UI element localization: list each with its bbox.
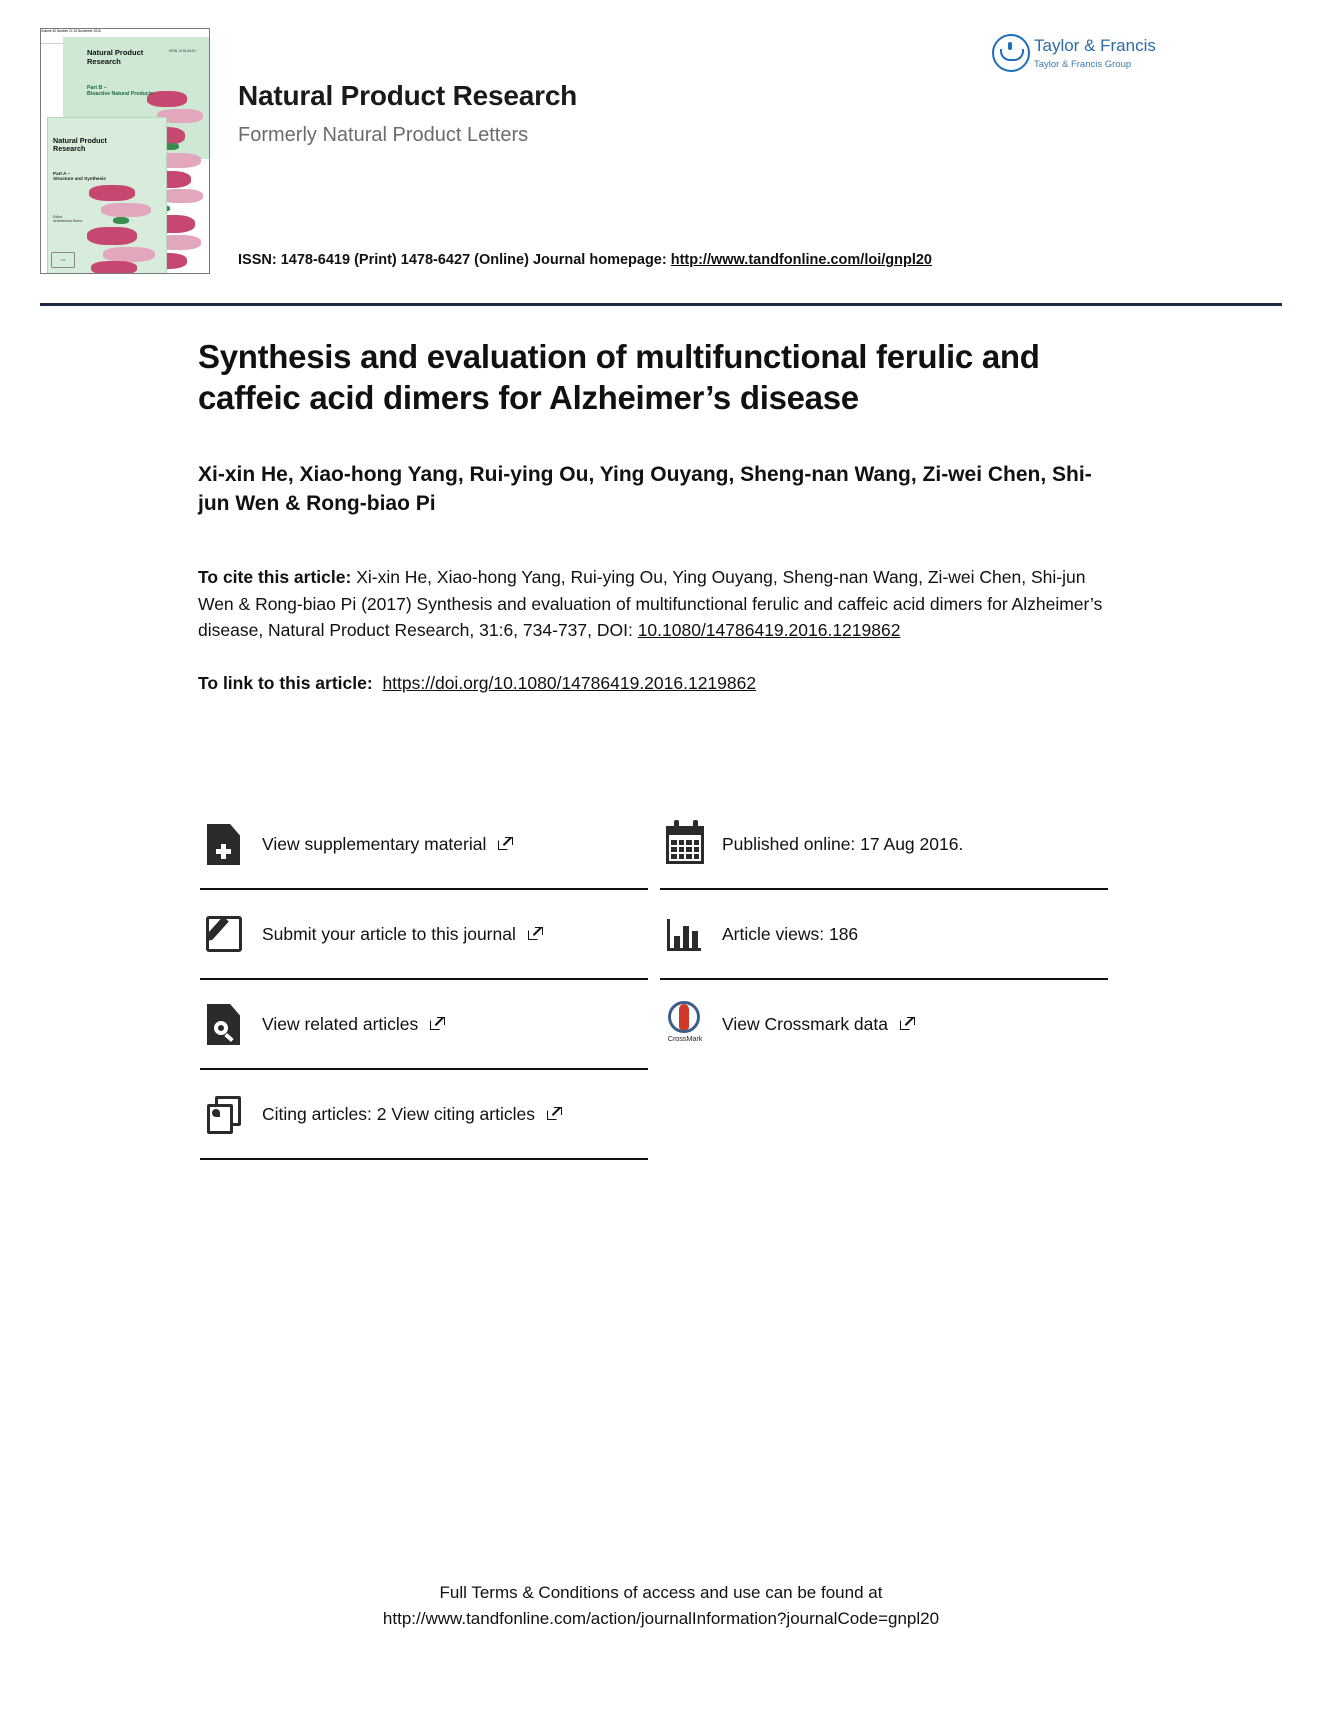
document-plus-icon [202, 821, 248, 867]
action-label: View related articles [262, 1013, 419, 1034]
cover-part-a: Part B – Bioactive Natural Products [87, 85, 154, 97]
crossmark-icon [662, 1001, 708, 1047]
article-title: Synthesis and evaluation of multifunctional ferulic and caffeic acid dimers for Alzheimer’s disease [198, 338, 1040, 416]
calendar-icon [662, 821, 708, 867]
journal-subtitle: Formerly Natural Product Letters [238, 124, 529, 146]
link-label: To link to this article: [198, 672, 373, 693]
action-view-related-articles[interactable] [200, 980, 648, 1070]
link-block [198, 670, 1118, 696]
taylor-francis-logo [992, 32, 1162, 84]
action-citing-articles[interactable] [200, 1070, 648, 1160]
external-link-icon [528, 927, 543, 942]
pencil-square-icon [202, 911, 248, 957]
doi-url-link[interactable]: https://doi.org/10.1080/14786419.2016.1219862 [382, 672, 757, 693]
external-link-icon [900, 1017, 915, 1032]
citation-block [198, 564, 1118, 644]
issn-text: ISSN: 1478-6419 (Print) 1478-6427 (Online) Journal homepage: [238, 252, 671, 268]
journal-cover-image [40, 28, 210, 274]
external-link-icon [547, 1107, 562, 1122]
citing-articles-icon [202, 1091, 248, 1137]
action-label: View supplementary material [262, 833, 487, 854]
document-search-icon [202, 1001, 248, 1047]
action-label: Submit your article to this journal [262, 923, 516, 944]
cite-label: To cite this article: [198, 567, 352, 587]
info-article-views [660, 890, 1108, 980]
action-label: View Crossmark data [722, 1013, 888, 1034]
article-block [198, 336, 1118, 696]
cover-molecule-art-b [85, 179, 167, 273]
cover-part-b: Part A – Structure and Synthesis [53, 171, 106, 182]
cover-title-b: Natural Product Research [53, 136, 107, 154]
header-divider [40, 303, 1282, 306]
article-authors: Xi-xin He, Xiao-hong Yang, Rui-ying Ou, Ying Ouyang, Sheng-nan Wang, Zi-wei Chen, Shi-jun Wen & Rong-biao Pi [198, 463, 1092, 515]
cover-editor: Editor Aristotelous Domo [53, 215, 83, 224]
action-column-left [200, 800, 648, 1160]
bar-chart-icon [662, 911, 708, 957]
action-column-right [660, 800, 1108, 1068]
info-published-online [660, 800, 1108, 890]
masthead [40, 28, 1162, 278]
action-view-supplementary-material[interactable] [200, 800, 648, 890]
taylor-francis-mark-icon [992, 34, 1030, 72]
footer-url: http://www.tandfonline.com/action/journalInformation?journalCode=gnpl20 [382, 1609, 940, 1628]
cover-publisher-mark: T&F [51, 252, 75, 268]
action-label: Article views: 186 [722, 923, 859, 944]
action-label: Published online: 17 Aug 2016. [722, 833, 964, 854]
cite-body: Xi-xin He, Xiao-hong Yang, Rui-ying Ou, Ying Ouyang, Sheng-nan Wang, Zi-wei Chen, Shi-jun Wen & Rong-biao Pi (2017) Synthesis and evaluation of multifunctional ferulic and caffeic acid dimers for Alzheimer’s disease, Natural Product Research, 31:6, 734-737, DOI: [198, 567, 1103, 640]
issn-line [238, 252, 932, 268]
doi-link[interactable]: 10.1080/14786419.2016.1219862 [637, 620, 901, 640]
crossmark-caption: CrossMark [667, 1034, 703, 1043]
external-link-icon [498, 837, 513, 852]
cover-artwork [41, 29, 209, 273]
action-label: Citing articles: 2 View citing articles [262, 1103, 535, 1124]
external-link-icon [430, 1017, 445, 1032]
footer [0, 1580, 1322, 1632]
journal-title: Natural Product Research [238, 80, 578, 111]
cover-volume-strip: Volume 30 Number 21 10 November 2016 [41, 29, 209, 44]
footer-terms-line: Full Terms & Conditions of access and use can be found at [439, 1583, 883, 1602]
publisher-group: Taylor & Francis Group [1034, 59, 1132, 70]
cover-issn-small: ISSN 1478-6419 [169, 49, 196, 53]
journal-homepage-link[interactable]: http://www.tandfonline.com/loi/gnpl20 [670, 252, 932, 268]
cover-title-a: Natural Product Research [87, 48, 144, 66]
action-submit-article[interactable] [200, 890, 648, 980]
action-view-crossmark-data[interactable] [660, 980, 1108, 1068]
publisher-name: Taylor & Francis [1034, 36, 1156, 55]
